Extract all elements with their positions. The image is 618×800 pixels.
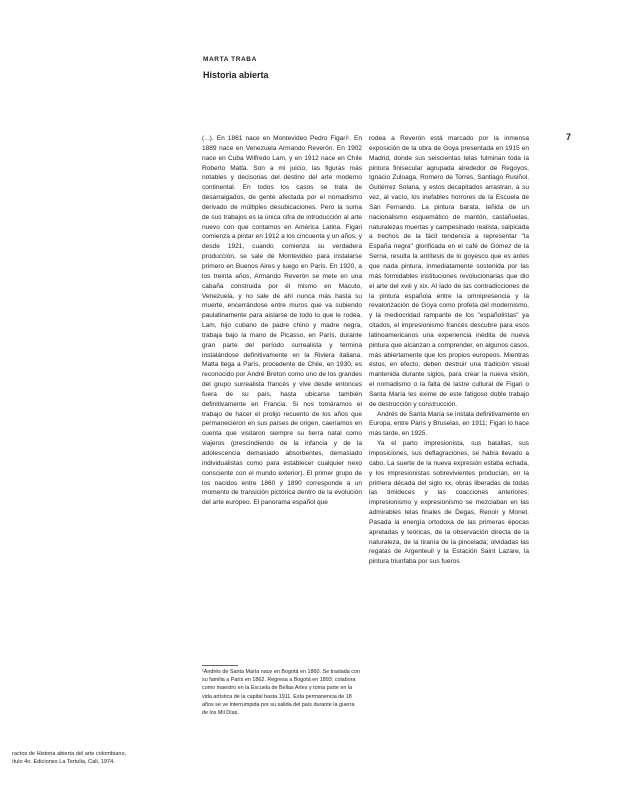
page-number: 7 [566,132,572,142]
article-title: Historia abierta [203,70,269,80]
footnote: ¹Andrés de Santa María nace en Bogotá en 1860. Se traslada con su familia a París en 1862. Regresa a Bogotá en 1893; colabora como maestro en la Escuela de Bellas Artes y toma parte en la vida artística de la capital hasta 1911. Esta permanencia de 18 años se ve interrumpida por su salida del país durante la guerra de los Mil Días. [202,669,360,717]
paragraph: (...). En 1861 nace en Montevideo Pedro Figari¹. En 1889 nace en Venezuela Armando Reverón. En 1902 nace en Cuba Wilfredo Lam, y en 1912 nace en Chile Roberto Matta. Son a mi juicio, las figuras más notables y decisorias del destino del arte moderno continental. En todos los casos se trata de desarraigados, de gente afectada por el nomadismo derivado de múltiples desubicaciones. Pero la suma de sus trabajos es la única cifra de introducción al arte nuevo con que contamos en América Latina. Figari comienza a pintar en 1912 a los cincuenta y un años, y desde 1921, cuando comienza su verdadera producción, se sale de Montevideo para instalarse primero en Buenos Aires y luego en París. En 1920, a los treinta años, Armando Reverón se mete en una cabaña construida por él mismo en Macuto, Venezuela, y no sale de ahí nunca más hasta su muerte, encerrándose entre muros que va subiendo paulatinamente para aislarse de todo lo que le rodea. Lam, hijo cubano de padre chino y madre negra, trabaja bajo la mano de Picasso, en París, durante gran parte del período surrealista y termina instalándose definitivamente en la Riviera italiana. Matta llega a París, procedente de Chile, en 1930, es reconocido por André Breton como uno de los grandes del grupo surrealista francés y vive desde entonces fuera de su país, hasta ubicarse también definitivamente en Francia. Si nos tomáramos el trabajo de hacer el prolijo recuento de los años que permanecieron en sus países de origen, caeríamos en cuenta que visitaron siempre su tierra natal como viajeros (prescindiendo de la infancia y de la adolescencia demasiado absorbentes, demasiado individualistas como para establecer cualquier nexo consciente con el mundo exterior). El primer grupo de los nacidos entre 1860 y 1890 corresponde a un momento de transición pictórica dentro de la evolución del arte europeo. El panorama español que [202,135,362,507]
footnote-divider [202,665,238,666]
paragraph: Ya el parto impresionista, sus batallas, sus imposiciones, sus deflagraciones, se había llevado a cabo. La suerte de la nueva expresión estaba echada, y los impresionistas sobrevivientes producían, en la primera década del siglo xx, obras liberadas de todas las timideces y las coacciones anteriores; impresionismo y expresionismo se mezclaban en las admirables telas finales de Degas, Renoir y Monet. Pasada la energía ortodoxa de las primeras épocas apretadas y teóricas, de la observación directa de la naturaleza, de la tiranía de la pincelada; olvidadas las regatas de Argenteuil y la Estación Saint Lazare, la pintura triunfaba por sus fueros [369,440,529,566]
source-note: ractos de Historia abierta del arte colombiano, ítulo 4o. Ediciones La Tertulia, Cali, 1974. [12,751,127,766]
text-column-right [369,134,529,567]
paragraph: Andrés de Santa María se instala definitivamente en Europa, entre París y Bruselas, en 1911; Figari lo hace más tarde, en 1925. [369,410,529,438]
paragraph: rodea a Reverón está marcado por la inmensa exposición de la obra de Goya presentada en 1915 en Madrid, donde sus seiscientas telas fulminan toda la pintura finisecular agrupada alrededor de Regoyos, Ignacio Zuloaga, Romero de Torres, Santiago Rusiñol, Gutiérrez Solana, y estos decapitados arrastran, a su vez, al vacío, los inefables horrores de la Escuela de San Fernando. La pintura barata, teñida de un nacionalismo esquemático de mantón, castañuelas, naturalezas muertas y campesinado realista, salpicada a trechos de la fácil tendencia a representar "la España negra" glorificada en el café de Gómez de la Serna, resulta la antítesis de lo goyesco que es antes que nada pintura, inmediatamente sostenida por las más formidables instituciones revolucionarias que dio el arte del xviii y xix. Al lado de las contradicciones de la pintura española entre la omnipresencia y la revalorización de Goya como profeta del modernismo, y la mediocridad rampante de los "españolistas" ya citados, el impresionismo francés descubre para esos latinoamericanos una experiencia inédita de nueva pintura que alcanzan a comprender, en algunos casos, más abiertamente que los propios europeos. Mientras éstos, en efecto, deben destruir una tradición visual mantenida durante siglos, para crear la nueva visión, el nomadismo o la falta de lastre cultural de Figari o Santa María les exime de este fatigoso doble trabajo de destrucción y construcción. [369,135,529,408]
text-column-left [202,134,362,508]
author-name: MARTA TRABA [203,56,257,63]
